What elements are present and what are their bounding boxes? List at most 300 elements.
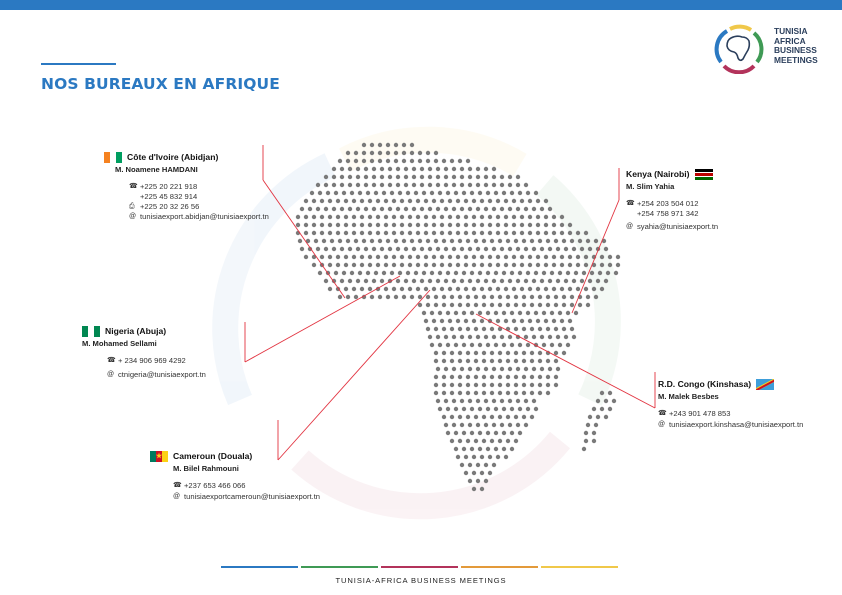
map-dot <box>472 319 476 323</box>
map-dot <box>296 215 300 219</box>
map-dot <box>524 183 528 187</box>
map-dot <box>466 359 470 363</box>
map-dot <box>506 415 510 419</box>
map-dot <box>370 159 374 163</box>
map-dot <box>508 207 512 211</box>
map-dot <box>504 263 508 267</box>
map-dot <box>594 423 598 427</box>
map-dot <box>586 239 590 243</box>
map-dot <box>460 335 464 339</box>
map-dot <box>540 247 544 251</box>
logo-wordmark: TUNISIA AFRICA BUSINESS MEETINGS <box>774 26 818 66</box>
map-dot <box>462 343 466 347</box>
map-dot <box>384 231 388 235</box>
map-dot <box>534 191 538 195</box>
map-dot <box>532 279 536 283</box>
map-dot <box>434 151 438 155</box>
map-dot <box>314 239 318 243</box>
map-dot <box>476 399 480 403</box>
map-dot <box>528 263 532 267</box>
map-dot <box>538 391 542 395</box>
map-dot <box>490 351 494 355</box>
map-dot <box>450 327 454 331</box>
map-dot <box>434 383 438 387</box>
office-email[interactable]: tunisiaexport.kinshasa@tunisiaexport.tn <box>669 420 804 429</box>
map-dot <box>532 207 536 211</box>
map-dot <box>480 487 484 491</box>
map-dot <box>352 255 356 259</box>
map-dot <box>474 375 478 379</box>
map-dot <box>352 215 356 219</box>
email-icon: @ <box>107 371 115 378</box>
map-dot <box>380 167 384 171</box>
map-dot <box>512 199 516 203</box>
map-dot <box>390 191 394 195</box>
map-dot <box>368 215 372 219</box>
map-dot <box>520 199 524 203</box>
map-dot <box>546 295 550 299</box>
map-dot <box>434 391 438 395</box>
map-dot <box>442 303 446 307</box>
map-dot <box>502 407 506 411</box>
map-dot <box>408 223 412 227</box>
map-dot <box>464 263 468 267</box>
map-dot <box>474 327 478 331</box>
map-dot <box>424 255 428 259</box>
map-dot <box>346 295 350 299</box>
map-dot <box>554 351 558 355</box>
map-dot <box>502 431 506 435</box>
map-dot <box>458 383 462 387</box>
map-dot <box>438 191 442 195</box>
map-dot <box>478 271 482 275</box>
map-dot <box>444 423 448 427</box>
map-dot <box>416 287 420 291</box>
map-dot <box>520 263 524 267</box>
map-dot <box>600 391 604 395</box>
map-dot <box>312 199 316 203</box>
map-dot <box>438 311 442 315</box>
map-dot <box>426 151 430 155</box>
map-dot <box>484 183 488 187</box>
map-dot <box>588 247 592 251</box>
map-dot <box>472 255 476 259</box>
map-dot <box>568 287 572 291</box>
map-dot <box>570 327 574 331</box>
map-dot <box>454 407 458 411</box>
map-dot <box>596 399 600 403</box>
map-dot <box>350 191 354 195</box>
map-dot <box>576 231 580 235</box>
map-dot <box>430 191 434 195</box>
map-dot <box>356 167 360 171</box>
map-dot <box>336 231 340 235</box>
map-dot <box>454 191 458 195</box>
map-dot <box>530 327 534 331</box>
map-dot <box>388 207 392 211</box>
map-dot <box>434 239 438 243</box>
map-dot <box>442 295 446 299</box>
map-dot <box>514 327 518 331</box>
map-dot <box>544 319 548 323</box>
map-dot <box>576 255 580 259</box>
map-dot <box>408 263 412 267</box>
map-dot <box>386 151 390 155</box>
map-dot <box>432 215 436 219</box>
office-email[interactable]: tunisiaexportcameroun@tunisiaexport.tn <box>184 492 321 501</box>
office-contact-name: M. Slim Yahia <box>626 182 675 191</box>
map-dot <box>434 159 438 163</box>
map-dot <box>404 207 408 211</box>
map-dot <box>410 143 414 147</box>
map-dot <box>522 359 526 363</box>
map-dot <box>516 207 520 211</box>
map-dot <box>556 367 560 371</box>
map-dot <box>500 207 504 211</box>
map-dot <box>392 223 396 227</box>
map-dot <box>520 255 524 259</box>
map-dot <box>522 375 526 379</box>
map-dot <box>448 231 452 235</box>
map-dot <box>500 183 504 187</box>
map-dot <box>488 455 492 459</box>
map-dot <box>434 303 438 307</box>
map-dot <box>450 383 454 387</box>
map-dot <box>364 175 368 179</box>
map-dot <box>424 223 428 227</box>
map-dot <box>450 159 454 163</box>
map-dot <box>362 239 366 243</box>
map-dot <box>494 431 498 435</box>
map-dot <box>508 335 512 339</box>
map-dot <box>614 271 618 275</box>
map-dot <box>576 287 580 291</box>
map-dot <box>472 231 476 235</box>
map-dot <box>464 255 468 259</box>
map-dot <box>556 247 560 251</box>
map-dot <box>416 223 420 227</box>
map-dot <box>428 175 432 179</box>
map-dot <box>450 239 454 243</box>
map-dot <box>396 183 400 187</box>
map-dot <box>412 167 416 171</box>
map-dot <box>528 255 532 259</box>
map-dot <box>512 231 516 235</box>
map-dot <box>504 255 508 259</box>
map-dot <box>530 239 534 243</box>
map-dot <box>328 231 332 235</box>
map-dot <box>370 239 374 243</box>
map-dot <box>492 183 496 187</box>
map-dot <box>506 295 510 299</box>
map-dot <box>320 199 324 203</box>
map-dot <box>432 287 436 291</box>
map-dot <box>482 375 486 379</box>
map-dot <box>462 191 466 195</box>
map-dot <box>472 215 476 219</box>
map-dot <box>542 311 546 315</box>
map-dot <box>568 223 572 227</box>
map-dot <box>498 415 502 419</box>
map-dot <box>560 223 564 227</box>
map-dot <box>502 343 506 347</box>
map-dot <box>454 311 458 315</box>
map-dot <box>566 311 570 315</box>
map-dot <box>468 175 472 179</box>
map-dot <box>360 287 364 291</box>
map-dot <box>348 247 352 251</box>
rdc-flag-icon <box>756 379 774 390</box>
map-dot <box>348 175 352 179</box>
map-dot <box>490 295 494 299</box>
map-dot <box>410 159 414 163</box>
map-dot <box>524 335 528 339</box>
map-dot <box>354 159 358 163</box>
map-dot <box>546 383 550 387</box>
map-dot <box>514 239 518 243</box>
map-dot <box>404 183 408 187</box>
map-dot <box>344 255 348 259</box>
map-dot <box>536 263 540 267</box>
map-dot <box>458 415 462 419</box>
map-dot <box>544 231 548 235</box>
map-dot <box>432 199 436 203</box>
map-dot <box>512 223 516 227</box>
tabm-logo <box>713 22 825 74</box>
map-dot <box>492 207 496 211</box>
map-dot <box>544 263 548 267</box>
map-dot <box>558 271 562 275</box>
map-dot <box>450 375 454 379</box>
map-dot <box>444 207 448 211</box>
map-dot <box>506 239 510 243</box>
map-dot <box>356 247 360 251</box>
map-dot <box>388 247 392 251</box>
map-dot <box>478 431 482 435</box>
map-dot <box>474 439 478 443</box>
map-dot <box>468 183 472 187</box>
map-dot <box>530 359 534 363</box>
map-dot <box>466 391 470 395</box>
map-dot <box>488 471 492 475</box>
map-dot <box>484 399 488 403</box>
map-dot <box>416 255 420 259</box>
office-email[interactable]: tunisiaexport.abidjan@tunisiaexport.tn <box>140 212 269 221</box>
map-dot <box>412 183 416 187</box>
map-dot <box>310 191 314 195</box>
map-dot <box>378 295 382 299</box>
map-dot <box>522 295 526 299</box>
map-dot <box>528 319 532 323</box>
map-dot <box>458 375 462 379</box>
map-dot <box>332 183 336 187</box>
map-dot <box>480 215 484 219</box>
map-dot <box>460 399 464 403</box>
map-dot <box>498 375 502 379</box>
map-dot <box>354 239 358 243</box>
office-city: Kenya (Nairobi) <box>626 169 690 179</box>
map-dot <box>450 415 454 419</box>
map-dot <box>344 223 348 227</box>
map-dot <box>600 407 604 411</box>
map-dot <box>486 343 490 347</box>
map-dot <box>524 423 528 427</box>
map-dot <box>506 359 510 363</box>
map-dot <box>334 191 338 195</box>
map-dot <box>416 263 420 267</box>
map-dot <box>462 431 466 435</box>
map-dot <box>560 215 564 219</box>
map-dot <box>300 207 304 211</box>
map-dot <box>448 287 452 291</box>
map-dot <box>436 183 440 187</box>
map-dot <box>352 287 356 291</box>
map-dot <box>450 439 454 443</box>
map-dot <box>568 255 572 259</box>
map-dot <box>466 415 470 419</box>
map-dot <box>394 143 398 147</box>
map-dot <box>480 223 484 227</box>
map-dot <box>540 367 544 371</box>
map-dot <box>414 271 418 275</box>
map-dot <box>570 295 574 299</box>
map-dot <box>518 191 522 195</box>
map-dot <box>428 335 432 339</box>
map-dot <box>516 367 520 371</box>
map-dot <box>318 271 322 275</box>
map-dot <box>340 247 344 251</box>
map-dot <box>398 191 402 195</box>
map-dot <box>516 247 520 251</box>
map-dot <box>424 215 428 219</box>
map-dot <box>442 383 446 387</box>
map-dot <box>512 215 516 219</box>
map-dot <box>352 231 356 235</box>
map-dot <box>392 263 396 267</box>
map-dot <box>584 439 588 443</box>
map-dot <box>536 255 540 259</box>
map-dot <box>540 207 544 211</box>
map-dot <box>402 239 406 243</box>
map-dot <box>466 351 470 355</box>
map-dot <box>386 239 390 243</box>
map-dot <box>356 279 360 283</box>
map-dot <box>476 479 480 483</box>
map-dot <box>456 231 460 235</box>
map-dot <box>378 239 382 243</box>
map-dot <box>584 263 588 267</box>
office-rdc <box>658 378 803 430</box>
map-dot <box>424 263 428 267</box>
map-dot <box>400 255 404 259</box>
map-dot <box>562 295 566 299</box>
map-dot <box>390 271 394 275</box>
footer-bar <box>221 566 298 568</box>
map-dot <box>502 191 506 195</box>
map-dot <box>490 415 494 419</box>
map-dot <box>478 191 482 195</box>
map-dot <box>512 287 516 291</box>
map-dot <box>498 351 502 355</box>
map-dot <box>378 159 382 163</box>
map-dot <box>490 239 494 243</box>
map-dot <box>372 247 376 251</box>
map-dot <box>444 279 448 283</box>
map-dot <box>460 279 464 283</box>
map-dot <box>504 223 508 227</box>
map-dot <box>338 295 342 299</box>
map-dot <box>482 439 486 443</box>
map-dot <box>456 255 460 259</box>
map-dot <box>378 151 382 155</box>
map-dot <box>402 151 406 155</box>
map-dot <box>496 319 500 323</box>
map-dot <box>410 295 414 299</box>
map-dot <box>508 247 512 251</box>
map-dot <box>368 231 372 235</box>
map-dot <box>446 311 450 315</box>
map-dot <box>466 439 470 443</box>
map-dot <box>528 215 532 219</box>
map-dot <box>606 271 610 275</box>
map-dot <box>472 487 476 491</box>
map-dot <box>494 447 498 451</box>
map-dot <box>484 279 488 283</box>
map-dot <box>524 367 528 371</box>
map-dot <box>320 215 324 219</box>
map-dot <box>438 271 442 275</box>
map-dot <box>506 383 510 387</box>
map-dot <box>594 239 598 243</box>
map-dot <box>434 351 438 355</box>
map-dot <box>406 191 410 195</box>
map-dot <box>616 255 620 259</box>
map-dot <box>408 255 412 259</box>
map-dot <box>604 279 608 283</box>
map-dot <box>512 263 516 267</box>
map-dot <box>380 279 384 283</box>
map-dot <box>586 303 590 307</box>
map-dot <box>374 271 378 275</box>
map-dot <box>486 191 490 195</box>
office-email[interactable]: syahia@tunisiaexport.tn <box>637 222 719 231</box>
map-dot <box>466 303 470 307</box>
map-dot <box>544 215 548 219</box>
office-email[interactable]: ctnigeria@tunisiaexport.tn <box>118 370 206 379</box>
map-dot <box>464 199 468 203</box>
map-dot <box>446 191 450 195</box>
map-dot <box>536 223 540 227</box>
footer-bar <box>541 566 618 568</box>
office-contact-name: M. Malek Besbes <box>658 392 719 401</box>
map-dot <box>472 287 476 291</box>
map-dot <box>368 287 372 291</box>
map-dot <box>380 183 384 187</box>
map-dot <box>394 295 398 299</box>
map-dot <box>570 303 574 307</box>
map-dot <box>492 335 496 339</box>
map-dot <box>342 191 346 195</box>
map-dot <box>584 231 588 235</box>
map-dot <box>340 183 344 187</box>
map-dot <box>508 367 512 371</box>
map-dot <box>504 231 508 235</box>
map-dot <box>490 439 494 443</box>
office-phone: +243 901 478 853 <box>669 409 731 418</box>
map-dot <box>440 199 444 203</box>
map-dot <box>324 183 328 187</box>
office-cote-ivoire <box>104 151 269 222</box>
